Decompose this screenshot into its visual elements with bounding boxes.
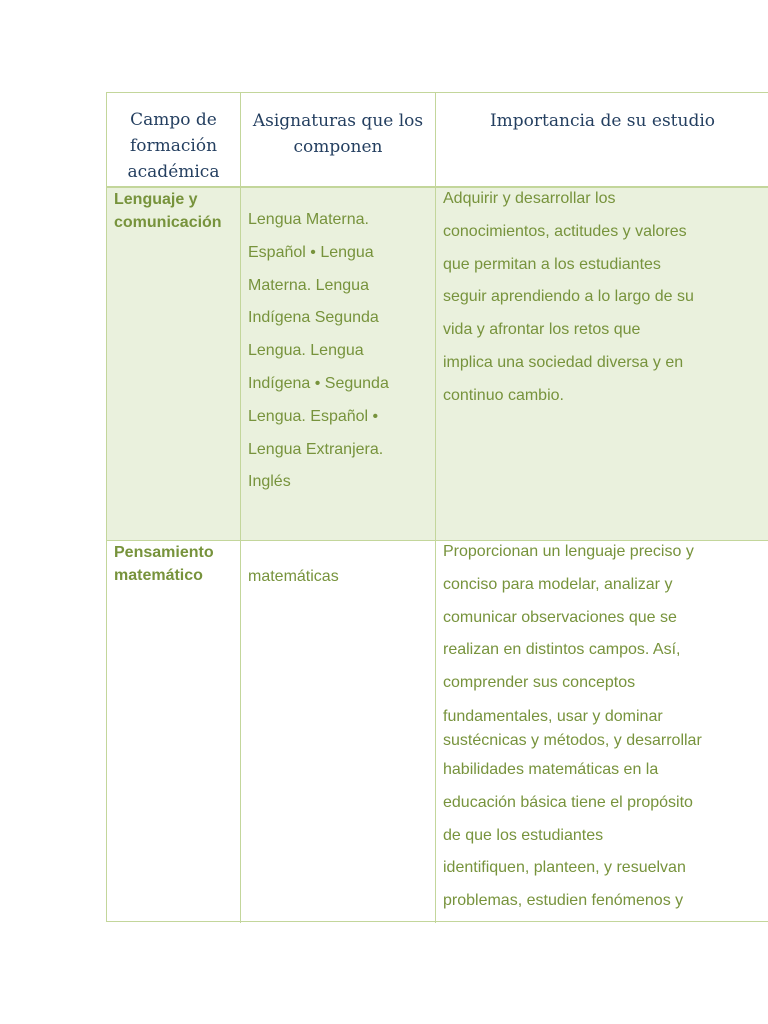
importancia-line: realizan en distintos campos. Así, [443, 641, 681, 659]
asignaturas-cell [241, 541, 436, 923]
campo-line: matemático [114, 567, 203, 584]
importancia-line: implica una sociedad diversa y en [443, 353, 684, 371]
importancia-line: habilidades matemáticas en la [443, 760, 659, 778]
importancia-line: conciso para modelar, analizar y [443, 575, 673, 593]
importancia-line: Proporcionan un lenguaje preciso y [443, 543, 694, 560]
asignaturas-line: Indígena Segunda [248, 309, 379, 327]
header-campo-line: académica [127, 162, 220, 182]
asignaturas-line: Inglés [248, 473, 291, 491]
importancia-cell [436, 541, 768, 923]
asignaturas-line: Lengua. Español • [248, 407, 379, 425]
header-campo-line: formación [129, 136, 218, 156]
table-row [107, 188, 768, 541]
importancia-line: continuo cambio. [443, 386, 564, 404]
importancia-line: educación básica tiene el propósito [443, 793, 693, 811]
importancia-line: vida y afrontar los retos que [443, 321, 641, 339]
curriculum-table [106, 92, 768, 922]
importancia-line: Adquirir y desarrollar los [443, 190, 616, 207]
importancia-line: conocimientos, actitudes y valores [443, 222, 687, 240]
campo-cell [107, 188, 241, 540]
asignaturas-line: Indígena • Segunda [248, 374, 389, 392]
importancia-line: identifiquen, planteen, y resuelvan [443, 859, 686, 877]
header-campo-line: Campo de [130, 110, 217, 130]
campo-line: Pensamiento [114, 544, 214, 561]
importancia-line: de que los estudiantes [443, 826, 604, 844]
importancia-line: seguir aprendiendo a lo largo de su [443, 288, 694, 306]
asignaturas-line: Lengua Materna. [248, 211, 369, 228]
importancia-line: que permitan a los estudiantes [443, 255, 661, 273]
importancia-line: comprender sus conceptos [443, 674, 636, 692]
header-campo [107, 93, 241, 186]
importancia-line: problemas, estudien fenómenos y [443, 892, 684, 910]
asignaturas-line: Lengua Extranjera. [248, 440, 384, 458]
asignaturas-line: Español • Lengua [248, 243, 374, 261]
importancia-line: fundamentales, usar y dominar [443, 707, 663, 725]
campo-line: comunicación [114, 214, 222, 231]
campo-line: Lenguaje y [114, 191, 198, 208]
importancia-line: sustécnicas y métodos, y desarrollar [443, 731, 702, 749]
table-header-row [107, 93, 768, 188]
table-row [107, 541, 768, 923]
asignaturas-line: Lengua. Lengua [248, 342, 364, 360]
importancia-cell [436, 188, 768, 540]
header-importancia [436, 93, 768, 186]
asignaturas-line: Materna. Lengua [248, 276, 369, 294]
importancia-line: comunicar observaciones que se [443, 608, 677, 626]
campo-cell [107, 541, 241, 923]
header-asignaturas-line: Asignaturas que los [252, 111, 424, 131]
header-importancia-line: Importancia de su estudio [489, 111, 716, 131]
asignaturas-cell [241, 188, 436, 540]
asignaturas-line: matemáticas [248, 568, 339, 585]
header-asignaturas [241, 93, 436, 186]
header-asignaturas-line: componen [293, 137, 383, 157]
